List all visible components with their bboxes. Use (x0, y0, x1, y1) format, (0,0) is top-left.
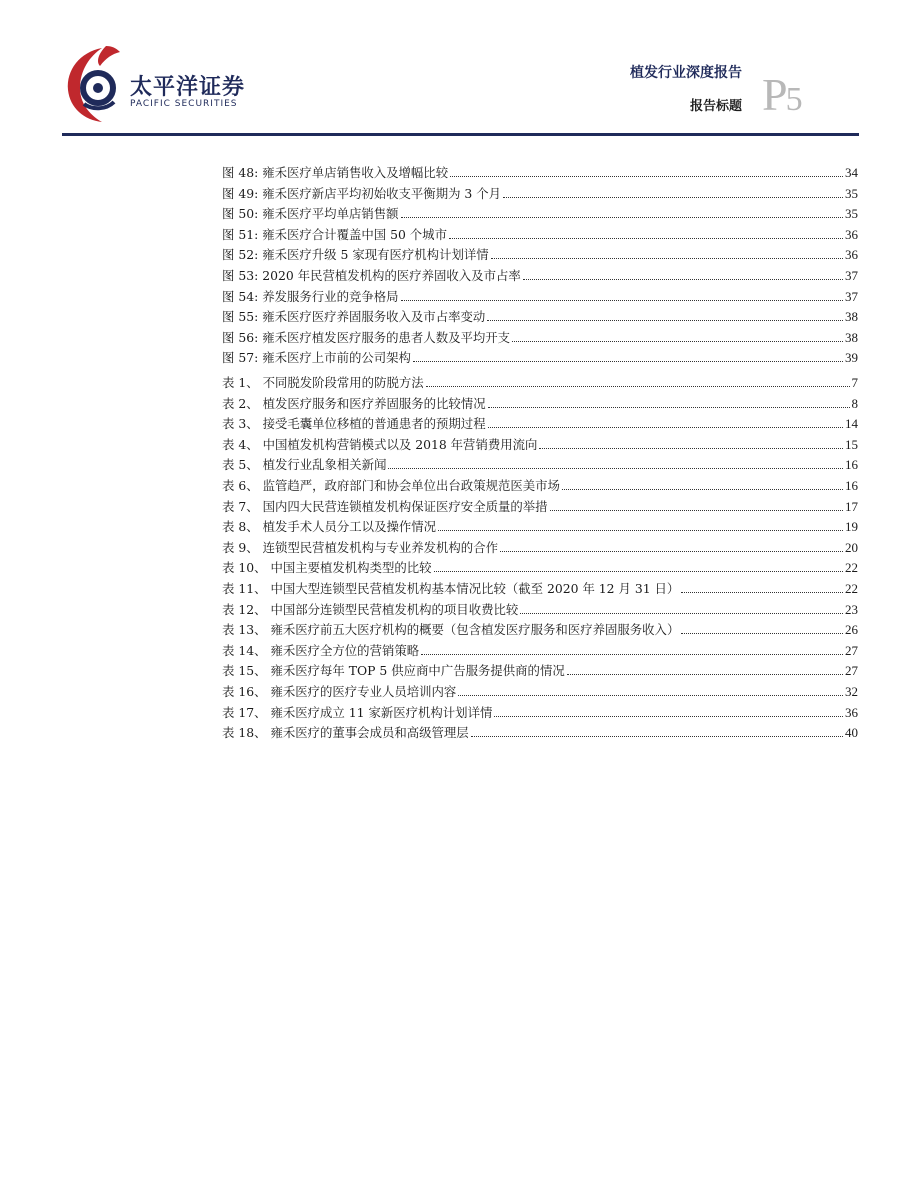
figure-entry-title: 雍禾医疗医疗养固服务收入及市占率变动 (262, 309, 486, 325)
table-entry[interactable] (222, 517, 858, 538)
table-entry-label: 表 11、 (222, 580, 267, 596)
table-index-list (222, 373, 858, 744)
figure-entry-title: 雍禾医疗上市前的公司架构 (262, 350, 411, 366)
logo-emblem-icon (62, 44, 126, 124)
figure-entry-page-number: 36 (845, 247, 858, 263)
dot-leader (520, 613, 843, 614)
figure-entry-text (222, 307, 485, 328)
table-entry-title: 雍禾医疗成立 11 家新医疗机构计划详情 (270, 704, 493, 720)
table-entry-text (222, 661, 565, 682)
table-entry-title: 中国主要植发机构类型的比较 (270, 560, 432, 576)
table-entry-title: 植发医疗服务和医疗养固服务的比较情况 (262, 395, 486, 411)
table-entry-label: 表 3、 (222, 416, 259, 432)
page-header (0, 0, 920, 140)
table-entry-page-number: 27 (845, 663, 858, 679)
table-entry-label: 表 5、 (222, 457, 259, 473)
figure-entry[interactable] (222, 307, 858, 328)
figure-entry-label: 图 54: (222, 288, 259, 304)
logo-chinese-name: 太平洋证券 (130, 75, 246, 100)
figure-entry-title: 雍禾医疗单店销售收入及增幅比较 (262, 165, 449, 180)
figure-entry-text (222, 204, 399, 225)
table-entry-title: 接受毛囊单位移植的普通患者的预期过程 (262, 416, 486, 432)
table-entry-text (222, 517, 436, 538)
table-entry-text (222, 435, 537, 456)
report-subtitle: 报告标题 (689, 99, 742, 114)
table-entry-page-number: 20 (845, 539, 858, 555)
table-entry[interactable] (222, 497, 858, 518)
table-entry-text (222, 579, 679, 600)
figure-entry-text (222, 245, 489, 266)
table-entry-page-number: 32 (845, 683, 858, 699)
figure-entry[interactable] (222, 348, 858, 369)
dot-leader (421, 654, 843, 655)
table-entry-text (222, 600, 518, 621)
figure-entry[interactable] (222, 225, 858, 246)
table-entry-page-number: 22 (845, 560, 858, 576)
dot-leader (491, 258, 843, 259)
table-entry[interactable] (222, 558, 858, 579)
table-entry-text (222, 723, 469, 744)
table-entry[interactable] (222, 435, 858, 456)
table-entry-title: 雍禾医疗每年 TOP 5 供应商中广告服务提供商的情况 (270, 663, 565, 679)
figure-entry-label: 图 48: (222, 165, 259, 180)
table-entry-title: 植发行业乱象相关新闻 (262, 457, 387, 473)
figure-entry-text (222, 163, 448, 184)
table-entry-title: 连锁型民营植发机构与专业养发机构的合作 (262, 539, 498, 555)
table-entry-text (222, 682, 456, 703)
figure-entry[interactable] (222, 184, 858, 205)
table-entry-text (222, 538, 498, 559)
dot-leader (413, 361, 843, 362)
table-entry[interactable] (222, 661, 858, 682)
figure-entry-text (222, 266, 521, 287)
figure-entry-label: 图 55: (222, 309, 259, 325)
dot-leader (488, 407, 850, 408)
dot-leader (438, 530, 843, 531)
table-entry-label: 表 10、 (222, 560, 267, 576)
figure-entry[interactable] (222, 328, 858, 349)
report-title: 植发行业深度报告 (630, 65, 742, 81)
table-entry-page-number: 26 (845, 622, 858, 638)
table-entry-text (222, 476, 560, 497)
figure-entry-title: 雍禾医疗平均单店销售额 (262, 206, 399, 222)
dot-leader (487, 320, 843, 321)
table-entry[interactable] (222, 723, 858, 744)
page-number: 5 (785, 81, 801, 118)
dot-leader (500, 551, 843, 552)
table-entry-page-number: 16 (845, 477, 858, 493)
table-entry-label: 表 8、 (222, 519, 259, 535)
figure-entry[interactable] (222, 204, 858, 225)
table-entry-label: 表 4、 (222, 436, 259, 452)
figure-entry-text (222, 287, 399, 308)
figure-entry-text (222, 328, 510, 349)
figure-entry-label: 图 51: (222, 226, 259, 242)
dot-leader (681, 633, 843, 634)
table-entry-title: 雍禾医疗前五大医疗机构的概要（包含植发医疗服务和医疗养固服务收入） (270, 622, 680, 638)
dot-leader (471, 736, 843, 737)
table-entry-page-number: 23 (845, 601, 858, 617)
page-number-badge (762, 69, 801, 120)
table-entry[interactable] (222, 641, 858, 662)
table-entry-page-number: 17 (845, 498, 858, 514)
table-entry-text (222, 703, 492, 724)
table-entry-page-number: 8 (851, 395, 858, 411)
table-entry[interactable] (222, 579, 858, 600)
table-entry-text (222, 455, 386, 476)
figure-entry[interactable] (222, 163, 858, 184)
table-entry[interactable] (222, 703, 858, 724)
dot-leader (523, 279, 843, 280)
table-entry-title: 雍禾医疗的董事会成员和高级管理层 (270, 725, 469, 741)
dot-leader (512, 341, 843, 342)
table-entry-title: 中国部分连锁型民营植发机构的项目收费比较 (270, 601, 519, 617)
figure-entry-label: 图 50: (222, 206, 259, 222)
figure-index-list (222, 163, 858, 369)
dot-leader (434, 571, 843, 572)
table-entry-page-number: 16 (845, 457, 858, 473)
table-entry-page-number: 40 (845, 725, 858, 741)
table-entry-text (222, 620, 679, 641)
table-entry[interactable] (222, 414, 858, 435)
table-entry-label: 表 15、 (222, 663, 267, 679)
table-entry-label: 表 1、 (222, 375, 259, 390)
table-entry-text (222, 641, 419, 662)
dot-leader (401, 300, 843, 301)
table-entry-label: 表 14、 (222, 642, 267, 658)
table-entry-text (222, 414, 486, 435)
figure-entry-page-number: 37 (845, 267, 858, 283)
table-entry-label: 表 18、 (222, 725, 267, 741)
dot-leader (494, 716, 843, 717)
figure-entry-page-number: 35 (845, 185, 858, 201)
table-entry[interactable] (222, 373, 858, 394)
figure-entry-text (222, 348, 411, 369)
dot-leader (567, 674, 843, 675)
dot-leader (450, 176, 843, 177)
figure-entry-page-number: 34 (845, 165, 858, 180)
page-letter: P (762, 69, 786, 120)
figure-entry-label: 图 56: (222, 329, 259, 345)
table-entry-title: 监管趋严，政府部门和协会单位出台政策规范医美市场 (262, 477, 560, 493)
dot-leader (426, 386, 850, 387)
table-entry-page-number: 14 (845, 416, 858, 432)
figure-entry-title: 养发服务行业的竞争格局 (262, 288, 399, 304)
figure-entry-page-number: 37 (845, 288, 858, 304)
dot-leader (458, 695, 843, 696)
table-entry-label: 表 17、 (222, 704, 267, 720)
table-entry-page-number: 7 (851, 375, 858, 390)
dot-leader (539, 448, 843, 449)
table-entry-text (222, 394, 486, 415)
figure-entry-title: 雍禾医疗新店平均初始收支平衡期为 3 个月 (262, 185, 502, 201)
figure-entry-title: 雍禾医疗合计覆盖中国 50 个城市 (262, 226, 447, 242)
table-entry-page-number: 27 (845, 642, 858, 658)
figure-entry-page-number: 39 (845, 350, 858, 366)
figure-entry-label: 图 49: (222, 185, 259, 201)
logo-english-name: PACIFIC SECURITIES (130, 99, 238, 109)
figure-entry[interactable] (222, 245, 858, 266)
figure-entry-page-number: 38 (845, 329, 858, 345)
table-entry-text (222, 497, 548, 518)
figure-entry-page-number: 35 (845, 206, 858, 222)
table-entry[interactable] (222, 538, 858, 559)
table-entry-label: 表 12、 (222, 601, 267, 617)
figure-entry-page-number: 38 (845, 309, 858, 325)
table-entry-label: 表 6、 (222, 477, 259, 493)
pacific-securities-logo (62, 44, 252, 124)
table-entry-page-number: 15 (845, 436, 858, 452)
table-entry-title: 中国植发机构营销模式以及 2018 年营销费用流向 (262, 436, 538, 452)
table-entry-title: 植发手术人员分工以及操作情况 (262, 519, 437, 535)
table-entry[interactable] (222, 620, 858, 641)
table-entry-page-number: 19 (845, 519, 858, 535)
dot-leader (550, 510, 843, 511)
figure-entry-title: 雍禾医疗升级 5 家现有医疗机构计划详情 (262, 247, 489, 263)
table-entry[interactable] (222, 476, 858, 497)
table-entry[interactable] (222, 394, 858, 415)
figure-entry-title: 雍禾医疗植发医疗服务的患者人数及平均开支 (262, 329, 511, 345)
figure-entry-title: 2020 年民营植发机构的医疗养固收入及市占率 (262, 267, 521, 283)
dot-leader (388, 468, 843, 469)
table-entry-text (222, 373, 424, 394)
figure-entry-label: 图 57: (222, 350, 259, 366)
table-entry[interactable] (222, 600, 858, 621)
figure-entry-label: 图 53: (222, 267, 259, 283)
table-entry-label: 表 2、 (222, 395, 259, 411)
figure-entry-label: 图 52: (222, 247, 259, 263)
dot-leader (401, 217, 843, 218)
table-entry-label: 表 7、 (222, 498, 259, 514)
table-entry[interactable] (222, 455, 858, 476)
table-entry[interactable] (222, 682, 858, 703)
figure-entry[interactable] (222, 266, 858, 287)
header-divider (62, 133, 859, 136)
figure-entry-text (222, 184, 501, 205)
dot-leader (488, 427, 843, 428)
figure-entry-text (222, 225, 447, 246)
table-entry-title: 雍禾医疗全方位的营销策略 (270, 642, 420, 658)
figure-entry[interactable] (222, 287, 858, 308)
dot-leader (449, 238, 843, 239)
table-entry-label: 表 16、 (222, 683, 267, 699)
dot-leader (503, 197, 843, 198)
table-entry-page-number: 22 (845, 580, 858, 596)
dot-leader (562, 489, 843, 490)
table-entry-page-number: 36 (845, 704, 858, 720)
dot-leader (681, 592, 843, 593)
table-entry-label: 表 9、 (222, 539, 259, 555)
table-entry-title: 中国大型连锁型民营植发机构基本情况比较（截至 2020 年 12 月 31 日） (270, 580, 680, 596)
table-entry-title: 雍禾医疗的医疗专业人员培训内容 (270, 683, 457, 699)
table-entry-title: 不同脱发阶段常用的防脱方法 (262, 375, 424, 390)
table-entry-text (222, 558, 432, 579)
table-entry-title: 国内四大民营连锁植发机构保证医疗安全质量的举措 (262, 498, 548, 514)
table-entry-label: 表 13、 (222, 622, 267, 638)
figure-entry-page-number: 36 (845, 226, 858, 242)
